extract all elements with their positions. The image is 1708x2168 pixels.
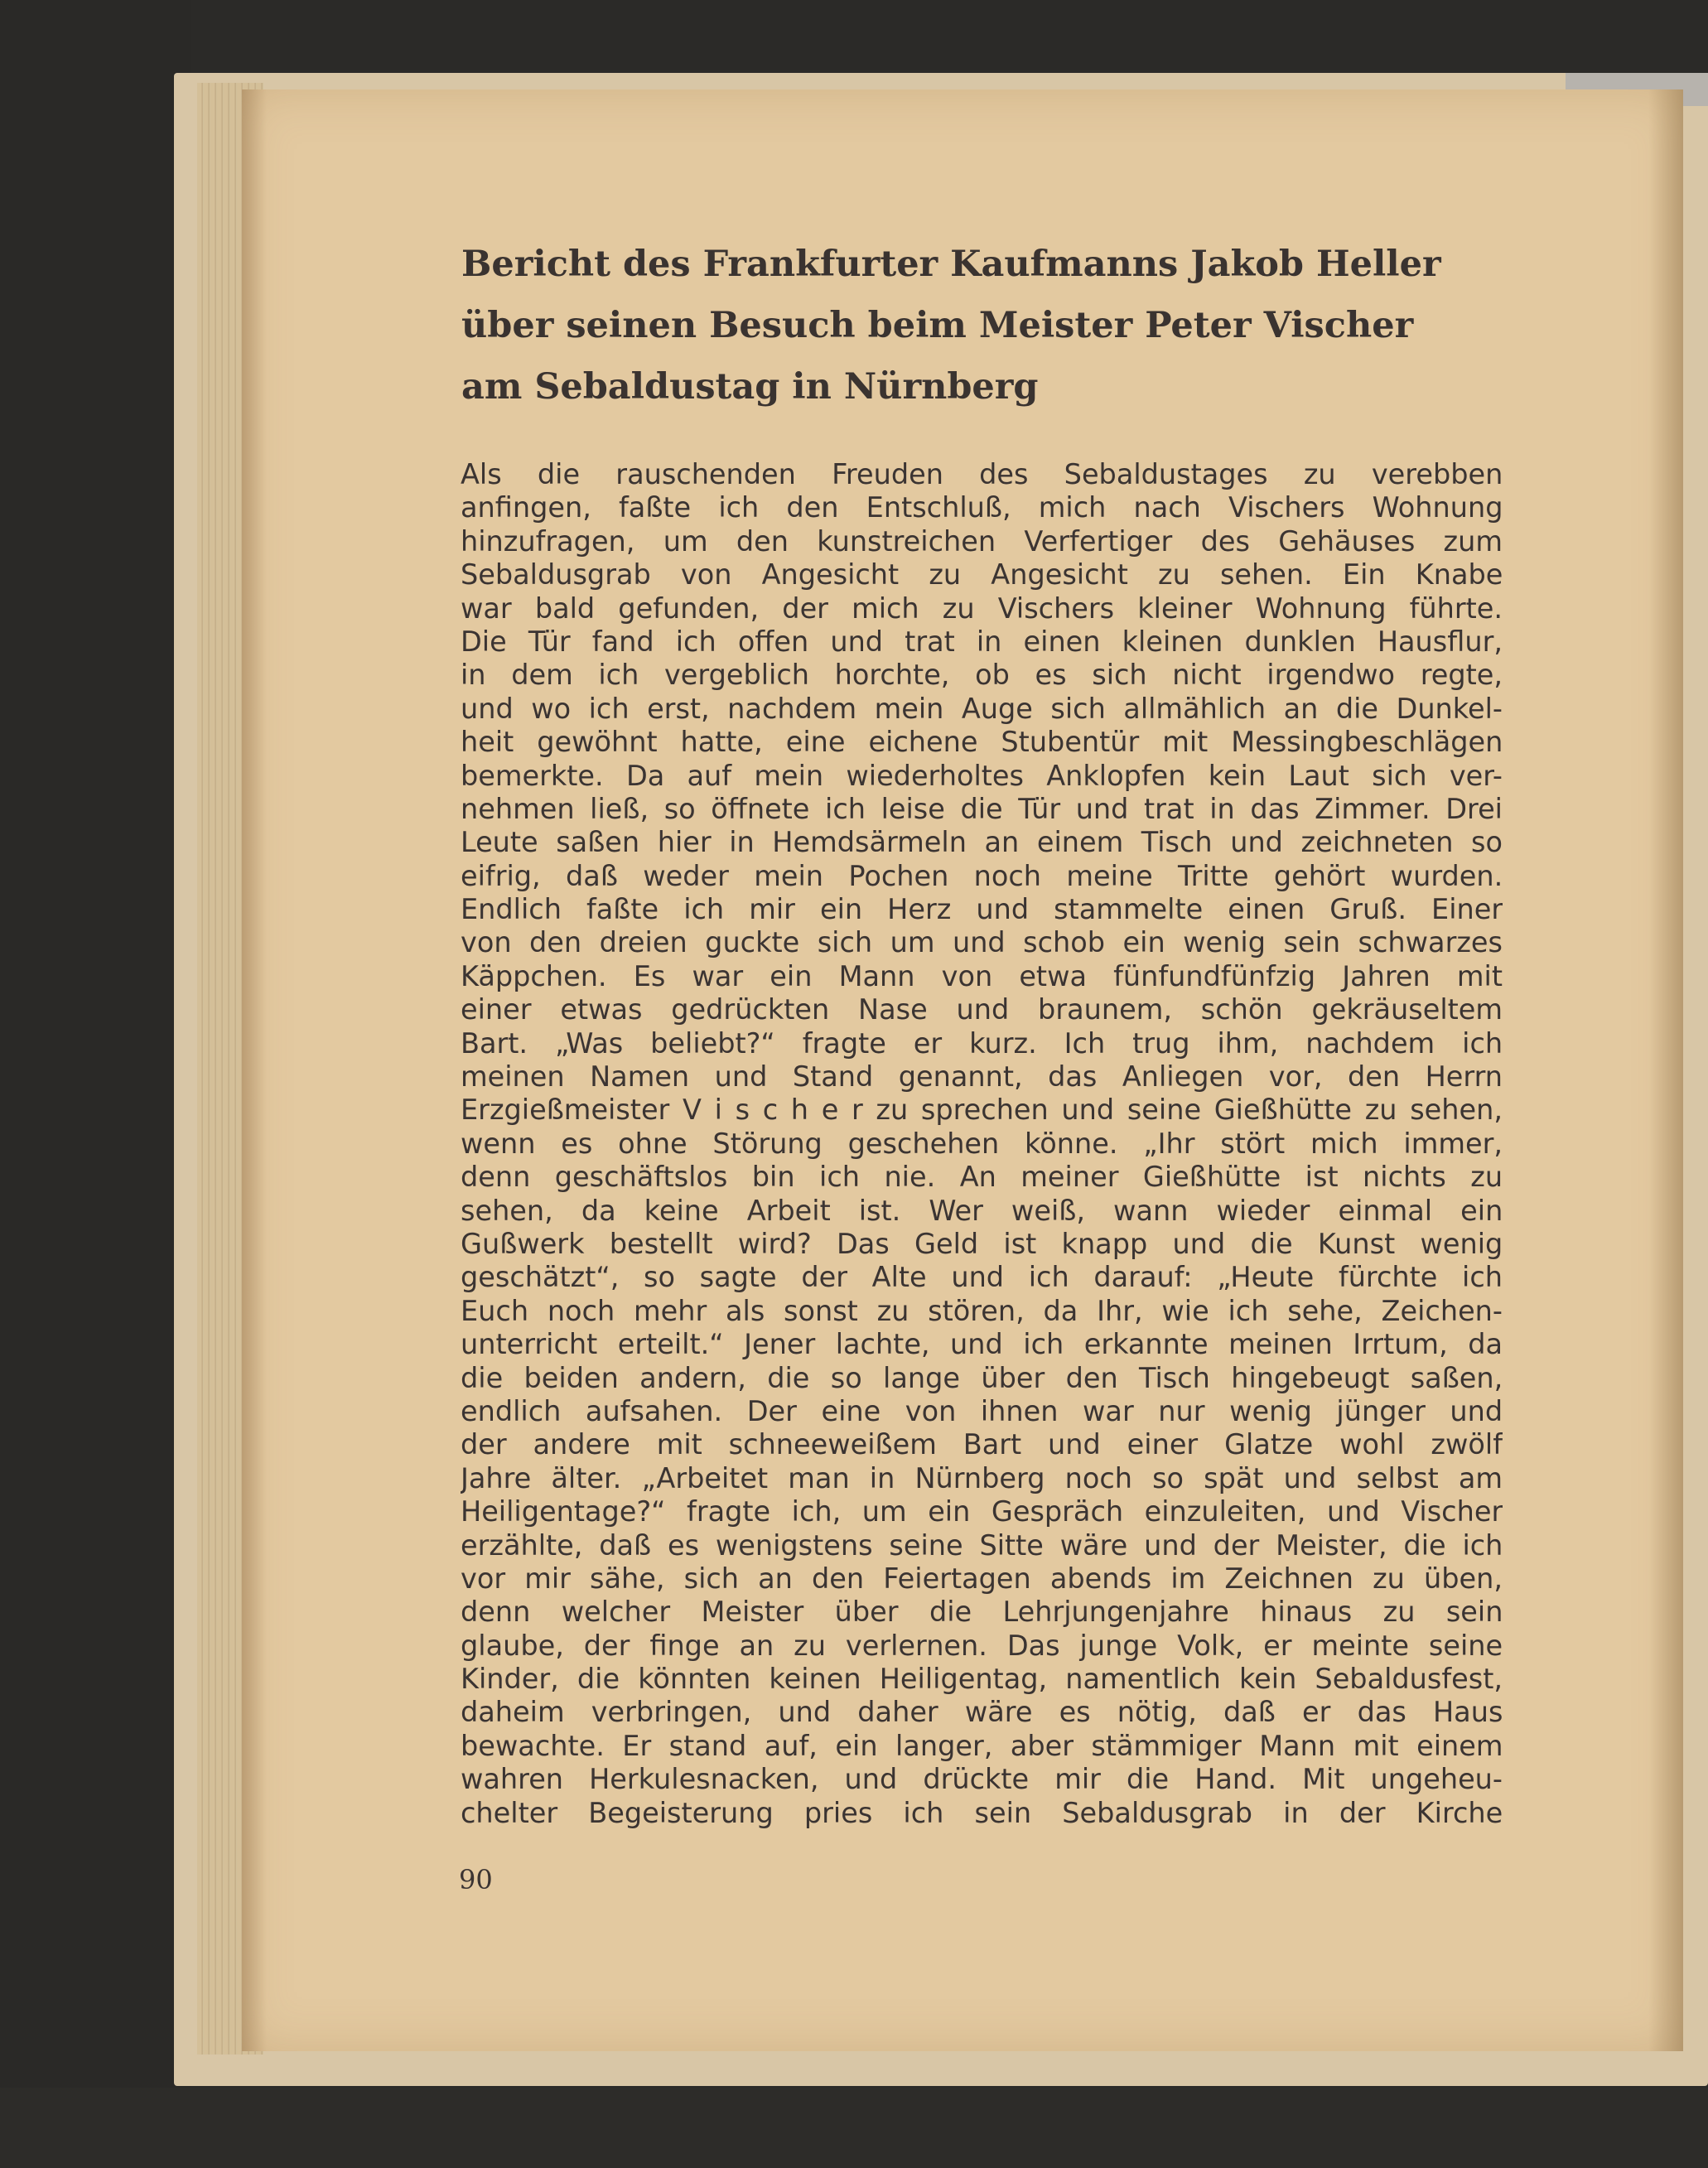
page-gutter-shadow	[1648, 89, 1683, 2051]
body-text	[461, 458, 1503, 1830]
text-line: Als die rauschenden Freuden des Sebaldustages zu verebben	[461, 458, 1503, 490]
text-line: erzählte, daß es wenigstens seine Sitte wäre und der Meister, die ich	[461, 1528, 1503, 1562]
chapter-title	[461, 234, 1497, 418]
title-line: über seinen Besuch beim Meister Peter Vischer	[461, 305, 1414, 346]
text-line: wenn es ohne Störung geschehen könne. „Ihr stört mich immer,	[461, 1127, 1503, 1160]
text-line: denn welcher Meister über die Lehrjungenjahre hinaus zu sein	[461, 1596, 1503, 1629]
text-line: Gußwerk bestellt wird? Das Geld ist knapp und die Kunst wenig	[461, 1227, 1503, 1260]
text-line: und wo ich erst, nachdem mein Auge sich allmählich an die Dunkel-	[461, 692, 1503, 725]
text-line: denn geschäftslos bin ich nie. An meiner Gießhütte ist nichts zu	[461, 1161, 1503, 1194]
text-line: anfingen, faßte ich den Entschluß, mich nach Vischers Wohnung	[461, 491, 1503, 524]
text-line: endlich aufsahen. Der eine von ihnen war nur wenig jünger und	[461, 1394, 1503, 1427]
text-line: in dem ich vergeblich horchte, ob es sich nicht irgendwo regte,	[461, 659, 1503, 692]
text-line: eifrig, daß weder mein Pochen noch meine Tritte gehört wurden.	[461, 859, 1503, 892]
text-line: unterricht erteilt.“ Jener lachte, und ich erkannte meinen Irrtum, da	[461, 1328, 1503, 1361]
background-bottom	[0, 2088, 1708, 2168]
text-line: bemerkte. Da auf mein wiederholtes Anklopfen kein Laut sich ver-	[461, 759, 1503, 792]
text-line: von den dreien guckte sich um und schob ein wenig sein schwarzes	[461, 926, 1503, 959]
text-line: meinen Namen und Stand genannt, das Anliegen vor, den Herrn	[461, 1060, 1503, 1094]
text-line: daheim verbringen, und daher wäre es nötig, daß er das Haus	[461, 1696, 1503, 1729]
background-left	[0, 0, 191, 2168]
text-line: war bald gefunden, der mich zu Vischers kleiner Wohnung führte.	[461, 591, 1503, 625]
page-number: 90	[459, 1864, 493, 1895]
text-line: Sebaldusgrab von Angesicht zu Angesicht zu sehen. Ein Knabe	[461, 558, 1503, 591]
text-line: Kinder, die könnten keinen Heiligentag, namentlich kein Sebaldusfest,	[461, 1663, 1503, 1696]
text-line: chelter Begeisterung pries ich sein Sebaldusgrab in der Kirche	[461, 1796, 1503, 1829]
text-line: Bart. „Was beliebt?“ fragte er kurz. Ich trug ihm, nachdem ich	[461, 1026, 1503, 1060]
text-line: bewachte. Er stand auf, ein langer, aber stämmiger Mann mit einem	[461, 1729, 1503, 1762]
text-line: heit gewöhnt hatte, eine eichene Stubentür mit Messingbeschlägen	[461, 726, 1503, 759]
text-line: Die Tür fand ich offen und trat in einen kleinen dunklen Hausflur,	[461, 625, 1503, 658]
text-line: wahren Herkulesnacken, und drückte mir die Hand. Mit ungeheu-	[461, 1763, 1503, 1796]
text-line: Käppchen. Es war ein Mann von etwa fünfundfünfzig Jahren mit	[461, 959, 1503, 992]
text-line: einer etwas gedrückten Nase und braunem, schön gekräuseltem	[461, 993, 1503, 1026]
text-line: nehmen ließ, so öffnete ich leise die Tür und trat in das Zimmer. Drei	[461, 792, 1503, 825]
text-line: hinzufragen, um den kunstreichen Verfertiger des Gehäuses zum	[461, 524, 1503, 558]
title-line: Bericht des Frankfurter Kaufmanns Jakob Heller	[461, 244, 1441, 285]
text-line: Jahre älter. „Arbeitet man in Nürnberg noch so spät und selbst am	[461, 1461, 1503, 1494]
text-line: geschätzt“, so sagte der Alte und ich darauf: „Heute fürchte ich	[461, 1261, 1503, 1294]
text-line: sehen, da keine Arbeit ist. Wer weiß, wann wieder einmal ein	[461, 1194, 1503, 1227]
text-line: vor mir sähe, sich an den Feiertagen abends im Zeichnen zu üben,	[461, 1562, 1503, 1595]
title-line: am Sebaldustag in Nürnberg	[461, 366, 1039, 408]
text-line: der andere mit schneeweißem Bart und einer Glatze wohl zwölf	[461, 1428, 1503, 1461]
text-line: Heiligentage?“ fragte ich, um ein Gespräch einzuleiten, und Vischer	[461, 1495, 1503, 1528]
text-line: Endlich faßte ich mir ein Herz und stammelte einen Gruß. Einer	[461, 893, 1503, 926]
text-line: die beiden andern, die so lange über den Tisch hingebeugt saßen,	[461, 1361, 1503, 1394]
page-left-shadow	[242, 89, 267, 2051]
text-line: Euch noch mehr als sonst zu stören, da Ihr, wie ich sehe, Zeichen-	[461, 1294, 1503, 1327]
text-line: glaube, der finge an zu verlernen. Das junge Volk, er meinte seine	[461, 1629, 1503, 1662]
text-line: Erzgießmeister V i s c h e r zu sprechen und seine Gießhütte zu sehen,	[461, 1094, 1503, 1127]
text-line: Leute saßen hier in Hemdsärmeln an einem Tisch und zeichneten so	[461, 826, 1503, 859]
